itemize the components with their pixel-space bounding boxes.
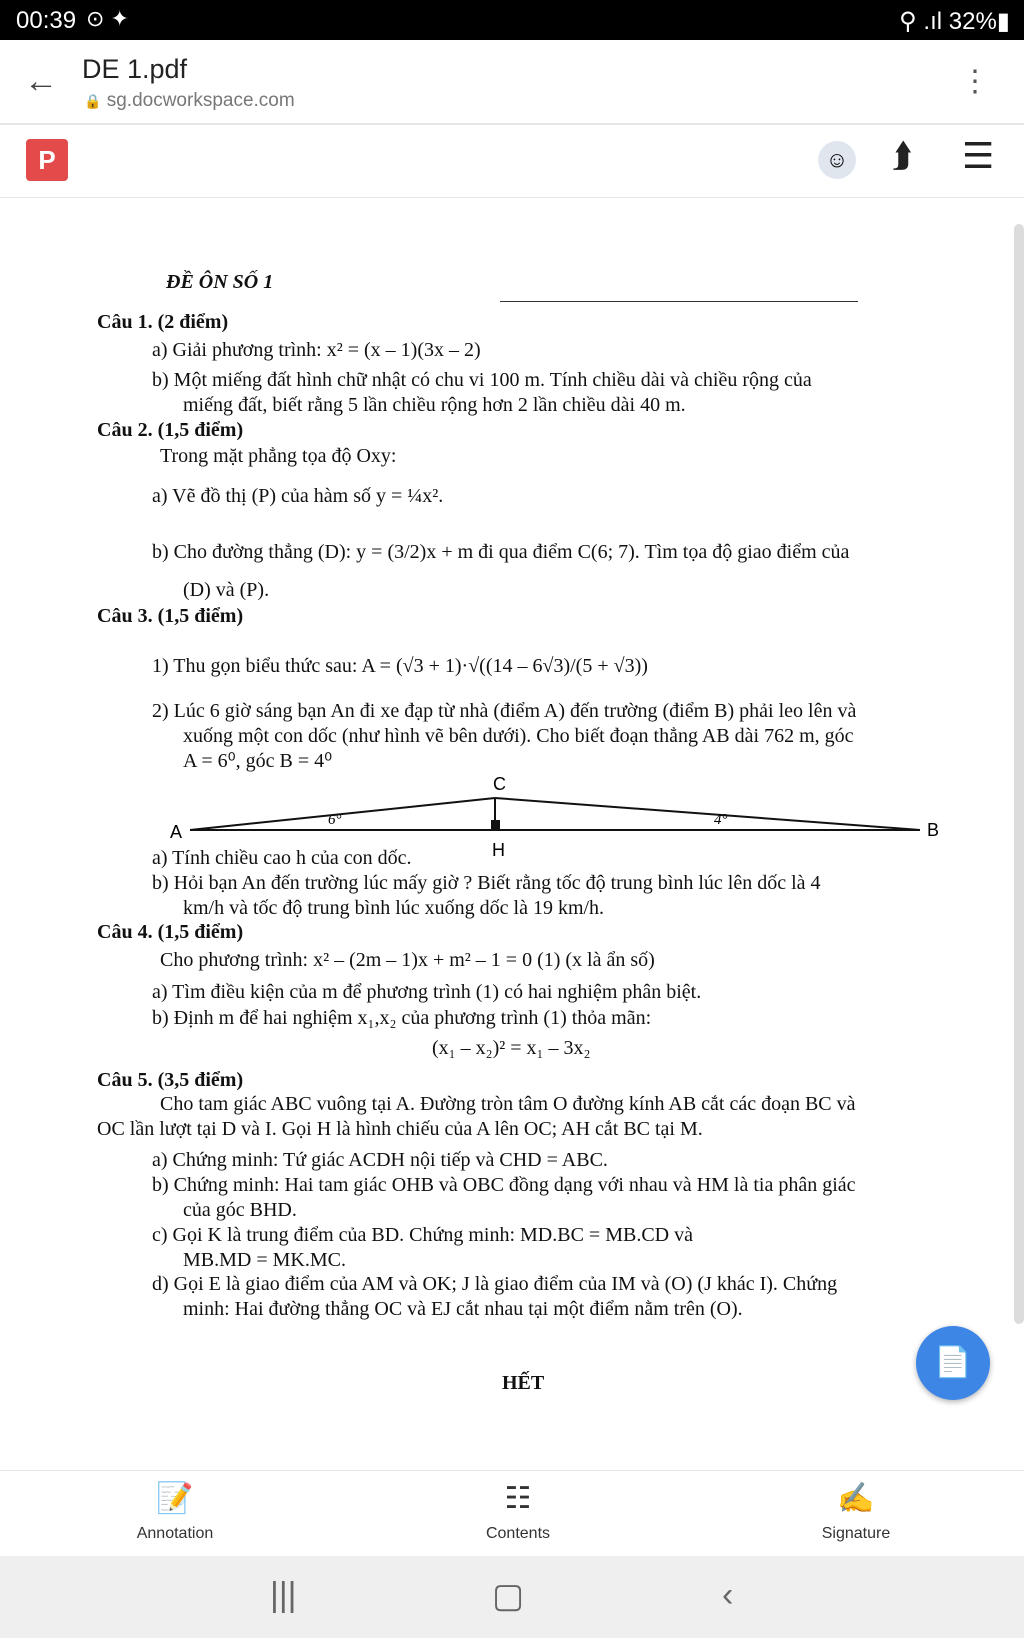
annotation-tab[interactable] bbox=[105, 1481, 245, 1543]
q5-a: a) Chứng minh: Tứ giác ACDH nội tiếp và CHD = ABC. bbox=[152, 1149, 608, 1171]
annotation-label: Annotation bbox=[136, 1525, 214, 1542]
system-nav-bar bbox=[0, 1556, 1024, 1638]
pdf-convert-fab-button[interactable] bbox=[916, 1326, 990, 1400]
status-time: 00:39 bbox=[16, 7, 77, 34]
bottom-toolbar bbox=[0, 1470, 1024, 1557]
label-b: B bbox=[927, 820, 940, 840]
app-toolbar bbox=[0, 125, 1024, 198]
angle-b-label: 4° bbox=[714, 812, 728, 828]
back-arrow-icon[interactable]: ← bbox=[24, 62, 58, 100]
q4-equation: (x₁ – x₂)² = x₁ – 3x₂ bbox=[432, 1037, 591, 1059]
q5-intro-line2: OC lần lượt tại D và I. Gọi H là hình chiếu của A lên OC; AH cắt BC tại M. bbox=[97, 1118, 703, 1140]
annotation-icon: 📝 bbox=[156, 1482, 194, 1515]
q3-b-line1: b) Hỏi bạn An đến trường lúc mấy giờ ? Biết rằng tốc độ trung bình lúc lên dốc là 4 bbox=[152, 872, 821, 894]
q5-title: Câu 5. (3,5 điểm) bbox=[97, 1069, 244, 1091]
q5-c-line1: c) Gọi K là trung điểm của BD. Chứng minh: MD.BC = MB.CD và bbox=[152, 1224, 693, 1246]
q2-b-line2: (D) và (P). bbox=[183, 579, 270, 601]
share-icon[interactable]: ⮭ bbox=[892, 137, 913, 175]
q2-b-line1: b) Cho đường thẳng (D): y = (3/2)x + m đi qua điểm C(6; 7). Tìm tọa độ giao điểm của bbox=[152, 541, 850, 563]
pdf-page bbox=[0, 198, 1010, 1470]
right-angle-mark bbox=[491, 820, 500, 829]
signature-icon: ✍ bbox=[837, 1482, 875, 1515]
heading-rule bbox=[500, 301, 858, 302]
q3-2-line2: xuống một con dốc (như hình vẽ bên dưới). Cho biết đoạn thẳng AB dài 762 m, góc bbox=[183, 725, 854, 747]
q3-2-line1: 2) Lúc 6 giờ sáng bạn An đi xe đạp từ nhà (điểm A) đến trường (điểm B) phải leo lên và bbox=[152, 700, 857, 722]
q4-a: a) Tìm điều kiện của m để phương trình (1) có hai nghiệm phân biệt. bbox=[152, 981, 702, 1003]
q1-b-line1: b) Một miếng đất hình chữ nhật có chu vi 100 m. Tính chiều dài và chiều rộng của bbox=[152, 369, 812, 391]
end-marker: HẾT bbox=[502, 1372, 545, 1394]
notification-icons: ⊙ ✦ bbox=[86, 6, 129, 31]
q4-title: Câu 4. (1,5 điểm) bbox=[97, 921, 244, 943]
label-c: C bbox=[493, 774, 506, 794]
scrollbar[interactable] bbox=[1014, 224, 1024, 1324]
q3-title: Câu 3. (1,5 điểm) bbox=[97, 605, 244, 627]
status-bar bbox=[0, 0, 1024, 40]
q5-b-line1: b) Chứng minh: Hai tam giác OHB và OBC đồng dạng với nhau và HM là tia phân giác bbox=[152, 1174, 856, 1196]
q1-a: a) Giải phương trình: x² = (x – 1)(3x – 2) bbox=[152, 339, 481, 361]
contents-tab[interactable] bbox=[448, 1481, 588, 1543]
q1-b-line2: miếng đất, biết rằng 5 lần chiều rộng hơn 2 lần chiều dài 40 m. bbox=[183, 394, 686, 416]
line-cb bbox=[495, 798, 920, 830]
url-bar bbox=[0, 40, 1024, 125]
q5-intro-line1: Cho tam giác ABC vuông tại A. Đường tròn tâm O đường kính AB cắt các đoạn BC và bbox=[160, 1093, 856, 1115]
q4-b: b) Định m để hai nghiệm x₁,x₂ của phương trình (1) thỏa mãn: bbox=[152, 1007, 652, 1029]
q3-2-line3: A = 6⁰, góc B = 4⁰ bbox=[183, 750, 333, 772]
q1-title: Câu 1. (2 điểm) bbox=[97, 311, 229, 333]
q5-c-line2: MB.MD = MK.MC. bbox=[183, 1249, 346, 1271]
signature-label: Signature bbox=[821, 1525, 891, 1542]
domain-text: sg.docworkspace.com bbox=[106, 90, 295, 111]
q4-intro: Cho phương trình: x² – (2m – 1)x + m² – 1 = 0 (1) (x là ẩn số) bbox=[160, 949, 655, 971]
q5-d-line2: minh: Hai đường thẳng OC và EJ cắt nhau tại một điểm nằm trên (O). bbox=[183, 1298, 743, 1320]
signal-battery: ⚲ .ıl 32%▮ bbox=[899, 8, 1010, 35]
signature-tab[interactable] bbox=[786, 1481, 926, 1543]
q2-title: Câu 2. (1,5 điểm) bbox=[97, 419, 244, 441]
app-logo[interactable]: P bbox=[26, 139, 68, 181]
q2-a: a) Vẽ đồ thị (P) của hàm số y = ¼x². bbox=[152, 485, 444, 507]
pdf-file-icon: 📄 bbox=[934, 1346, 972, 1379]
label-h: H bbox=[492, 840, 505, 860]
contents-label: Contents bbox=[485, 1525, 551, 1542]
lock-icon: 🔒 bbox=[84, 93, 102, 109]
recent-apps-icon[interactable]: ||| bbox=[270, 1576, 297, 1614]
contents-icon: ☷ bbox=[504, 1482, 532, 1515]
doc-heading: ĐỀ ÔN SỐ 1 bbox=[166, 271, 274, 293]
more-options-icon[interactable]: ⋮ bbox=[960, 65, 990, 98]
url-domain bbox=[84, 90, 295, 112]
q2-intro: Trong mặt phẳng tọa độ Oxy: bbox=[160, 445, 397, 467]
line-ac bbox=[190, 798, 495, 830]
q3-b-line2: km/h và tốc độ trung bình lúc xuống dốc là 19 km/h. bbox=[183, 897, 605, 919]
avatar[interactable]: ☺ bbox=[818, 141, 856, 179]
page-title: DE 1.pdf bbox=[82, 54, 188, 84]
q5-d-line1: d) Gọi E là giao điểm của AM và OK; J là giao điểm của IM và (O) (J khác I). Chứng bbox=[152, 1273, 838, 1295]
q3-1: 1) Thu gọn biểu thức sau: A = (√3 + 1)·√((14 – 6√3)/(5 + √3)) bbox=[152, 655, 648, 677]
back-nav-icon[interactable]: ‹ bbox=[722, 1576, 734, 1614]
q3-a: a) Tính chiều cao h của con dốc. bbox=[152, 847, 412, 869]
angle-a-label: 6° bbox=[328, 812, 342, 828]
label-a: A bbox=[170, 822, 183, 842]
menu-icon[interactable]: ☰ bbox=[962, 135, 995, 176]
home-icon[interactable]: ▢ bbox=[492, 1577, 525, 1615]
q5-b-line2: của góc BHD. bbox=[183, 1199, 297, 1221]
